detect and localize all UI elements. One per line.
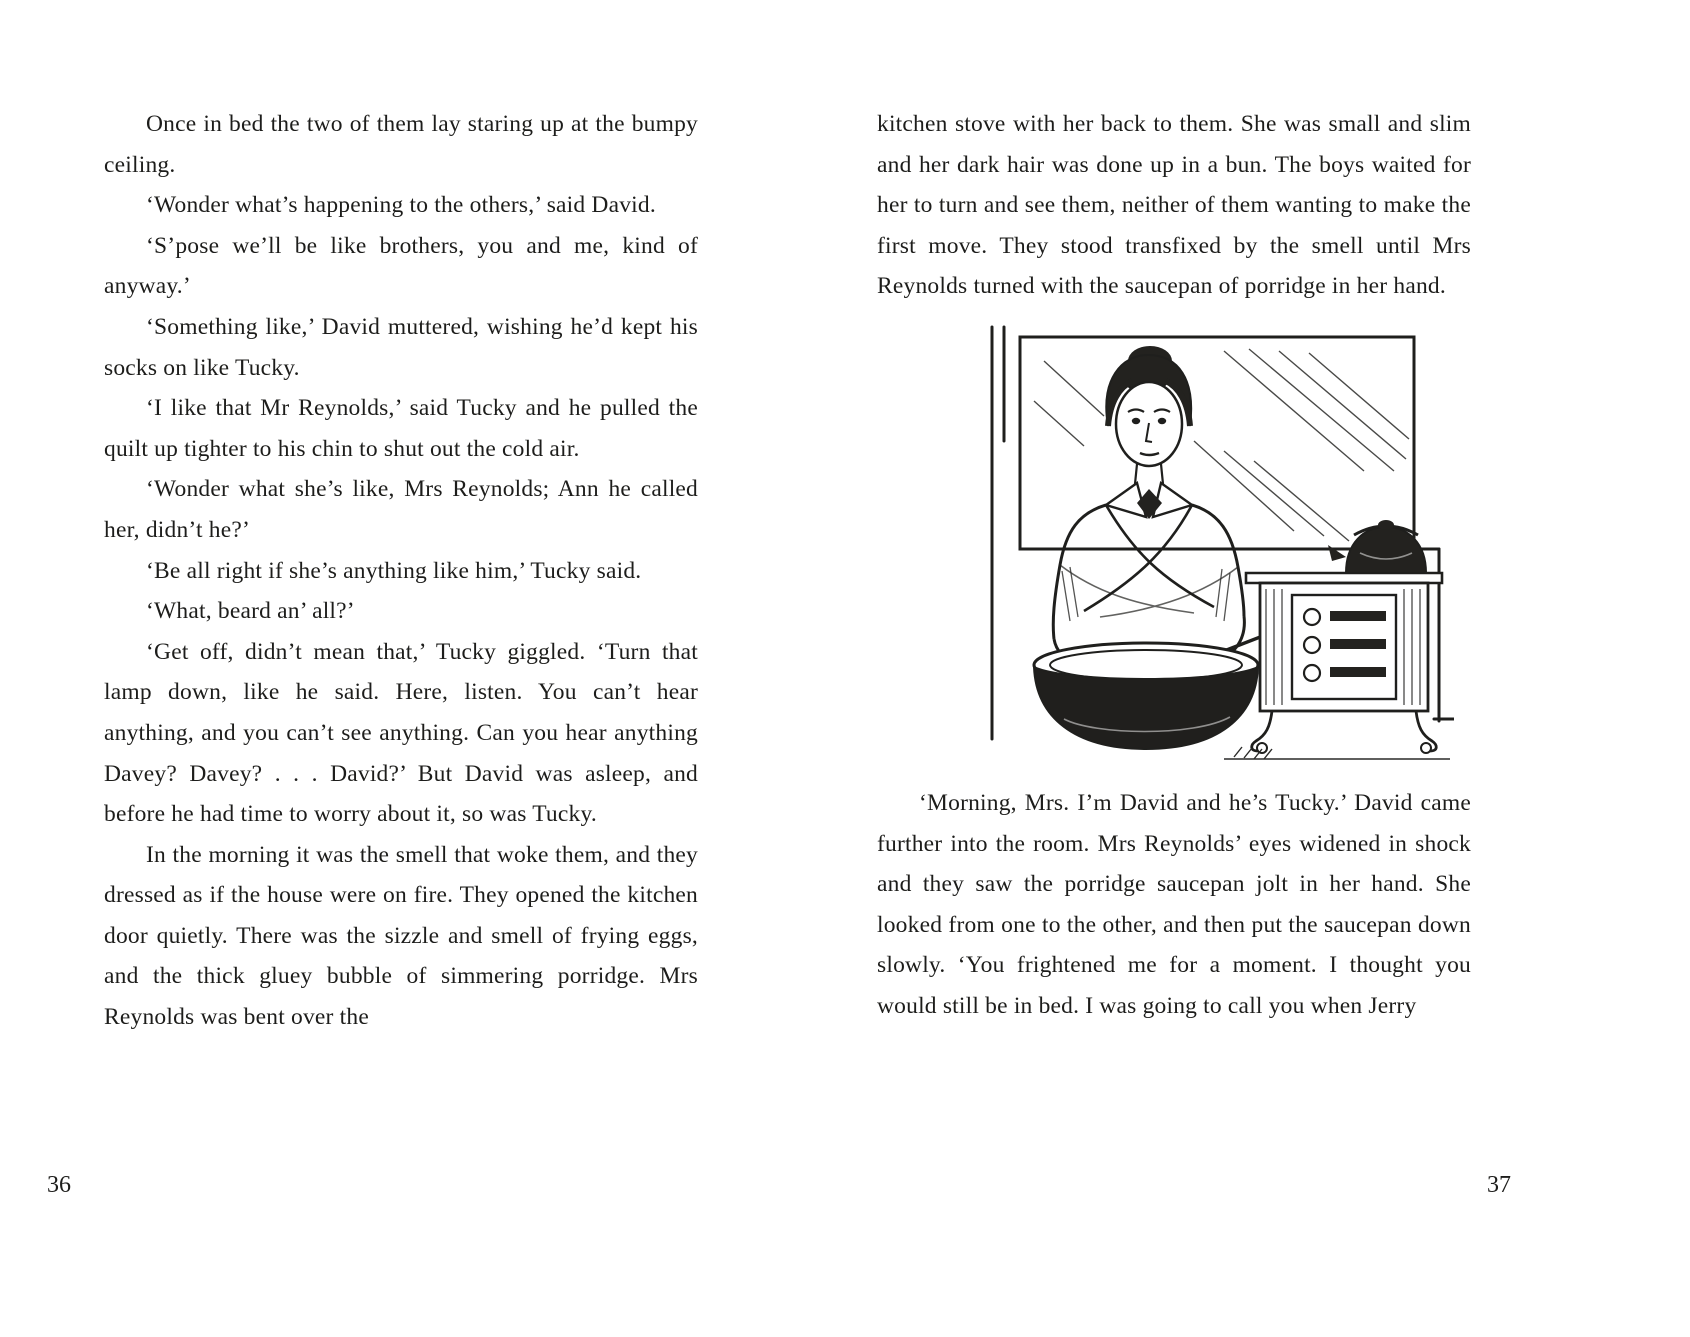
- paragraph: Once in bed the two of them lay staring up at the bumpy ceiling.: [104, 111, 698, 178]
- page-number-right: 37: [1487, 1172, 1511, 1198]
- book-illustration: [894, 321, 1454, 773]
- paragraph: ‘What, beard an’ all?’: [146, 598, 355, 625]
- right-page-text: [877, 104, 1471, 1027]
- paragraph: ‘I like that Mr Reynolds,’ said Tucky and he pulled the quilt up tighter to his chin to shut out the cold air.: [104, 395, 698, 462]
- illustration-drawing: [894, 321, 1454, 773]
- page-number-left: 36: [47, 1172, 71, 1198]
- left-page-text: [104, 104, 698, 1038]
- window-frame: [1020, 337, 1414, 549]
- paragraph: In the morning it was the smell that woke them, and they dressed as if the house were on fire. They opened the kitchen door quietly. There was the sizzle and smell of frying eggs, and the thick gluey bubble of simmering porridge. Mrs Reynolds was bent over the: [104, 841, 698, 1031]
- paragraph: ‘Be all right if she’s anything like him,’ Tucky said.: [146, 557, 642, 584]
- kettle: [1328, 520, 1426, 573]
- paragraph: ‘Get off, didn’t mean that,’ Tucky giggled. ‘Turn that lamp down, like he said. Here, listen. You can’t hear anything, and you can’t see anything. Can you hear anything Davey? Davey? . . . David?’ But David was asleep, and before he had time to worry about it, so was Tucky.: [104, 638, 698, 828]
- paragraph: ‘S’pose we’ll be like brothers, you and me, kind of anyway.’: [104, 232, 698, 300]
- paragraph-continuation: kitchen stove with her back to them. She was small and slim and her dark hair was done up in a bun. The boys waited for her to turn and see them, neither of them wanting to make the first move. They stood transfixed by the smell until Mrs Reynolds turned with the saucepan of porridge in her hand.: [877, 111, 1471, 300]
- paragraph-after-illustration: ‘Morning, Mrs. I’m David and he’s Tucky.’ David came further into the room. Mrs Reynolds’ eyes widened in shock and they saw the porridge saucepan jolt in her hand. She looked from one to the other, and then put the saucepan down slowly. ‘You frightened me for a moment. I thought you would still be in bed. I was going to call you when Jerry: [877, 789, 1471, 1019]
- paragraph: ‘Something like,’ David muttered, wishing he’d kept his socks on like Tucky.: [104, 313, 698, 381]
- paragraph: ‘Wonder what’s happening to the others,’ said David.: [146, 192, 656, 219]
- paragraph: ‘Wonder what she’s like, Mrs Reynolds; Ann he called her, didn’t he?’: [104, 476, 698, 543]
